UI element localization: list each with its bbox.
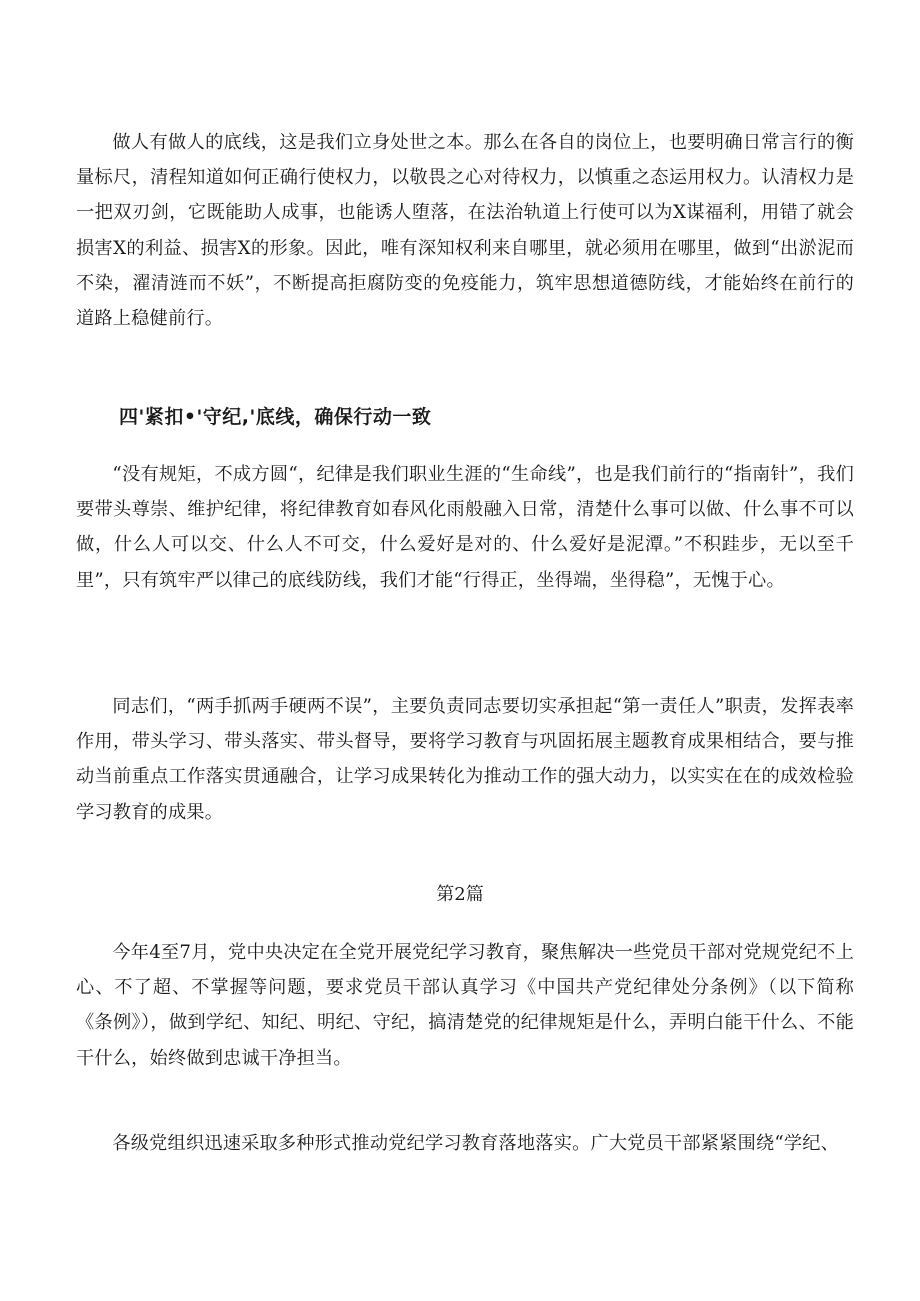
- article-number: 第2篇: [436, 884, 484, 905]
- paragraph-comrades: 同志们，“两手抓两手硬两不误”，主要负责同志要切实承担起“第一责任人”职责，发挥表率作用，带头学习、带头落实、带头督导，要将学习教育与巩固拓展主题教育成果相结合，要与推动当前重点工作落实贯通融合，让学习成果转化为推动工作的强大动力，以实实在在的成效检验学习教育的成果。: [76, 696, 854, 823]
- paragraph-bottom-line: 做人有做人的底线，这是我们立身处世之本。那么在各自的岗位上，也要明确日常言行的衡量标尺，清程知道如何正确行使权力，以敬畏之心对待权力，以慎重之态运用权力。认清权力是一把双刃剑，它既能助人成事，也能诱人堕落，在法治轨道上行使可以为X谋福利，用错了就会损害X的利益、损害X的形象。因此，唯有深知权利来自哪里，就必须用在哪里，做到“出淤泥而不染，濯清涟而不妖”，不断提高拒腐防变的免疫能力，筑牢思想道德防线，才能始终在前行的道路上稳健前行。: [76, 132, 854, 330]
- paragraph-party-education: 今年4至7月，党中央决定在全党开展党纪学习教育，聚焦解决一些党员干部对党规党纪不上心、不了超、不掌握等问题，要求党员干部认真学习《中国共产党纪律处分条例》（以下简称《条例》），做到学纪、知纪、明纪、守纪，搞清楚党的纪律规矩是什么，弄明白能干什么、不能干什么，始终做到忠诚干净担当。: [76, 942, 854, 1069]
- section-heading: 四'紧扣•'守纪,'底线，确保行动一致: [119, 406, 432, 428]
- paragraph-discipline: “没有规矩，不成方圆“，纪律是我们职业生涯的“生命线”，也是我们前行的“指南针”，我们要带头尊崇、维护纪律，将纪律教育如春风化雨般融入日常，清楚什么事可以做、什么事不可以做，什么人可以交、什么人不可交，什么爱好是对的、什么爱好是泥潭。”不积跬步，无以至千里”，只有筑牢严以律己的底线防线，我们才能“行得正，坐得端，坐得稳”，无愧于心。: [76, 464, 854, 591]
- paragraph-party-organizations: 各级党组织迅速采取多种形式推动党纪学习教育落地落实。广大党员干部紧紧围绕“学纪、: [112, 1133, 840, 1154]
